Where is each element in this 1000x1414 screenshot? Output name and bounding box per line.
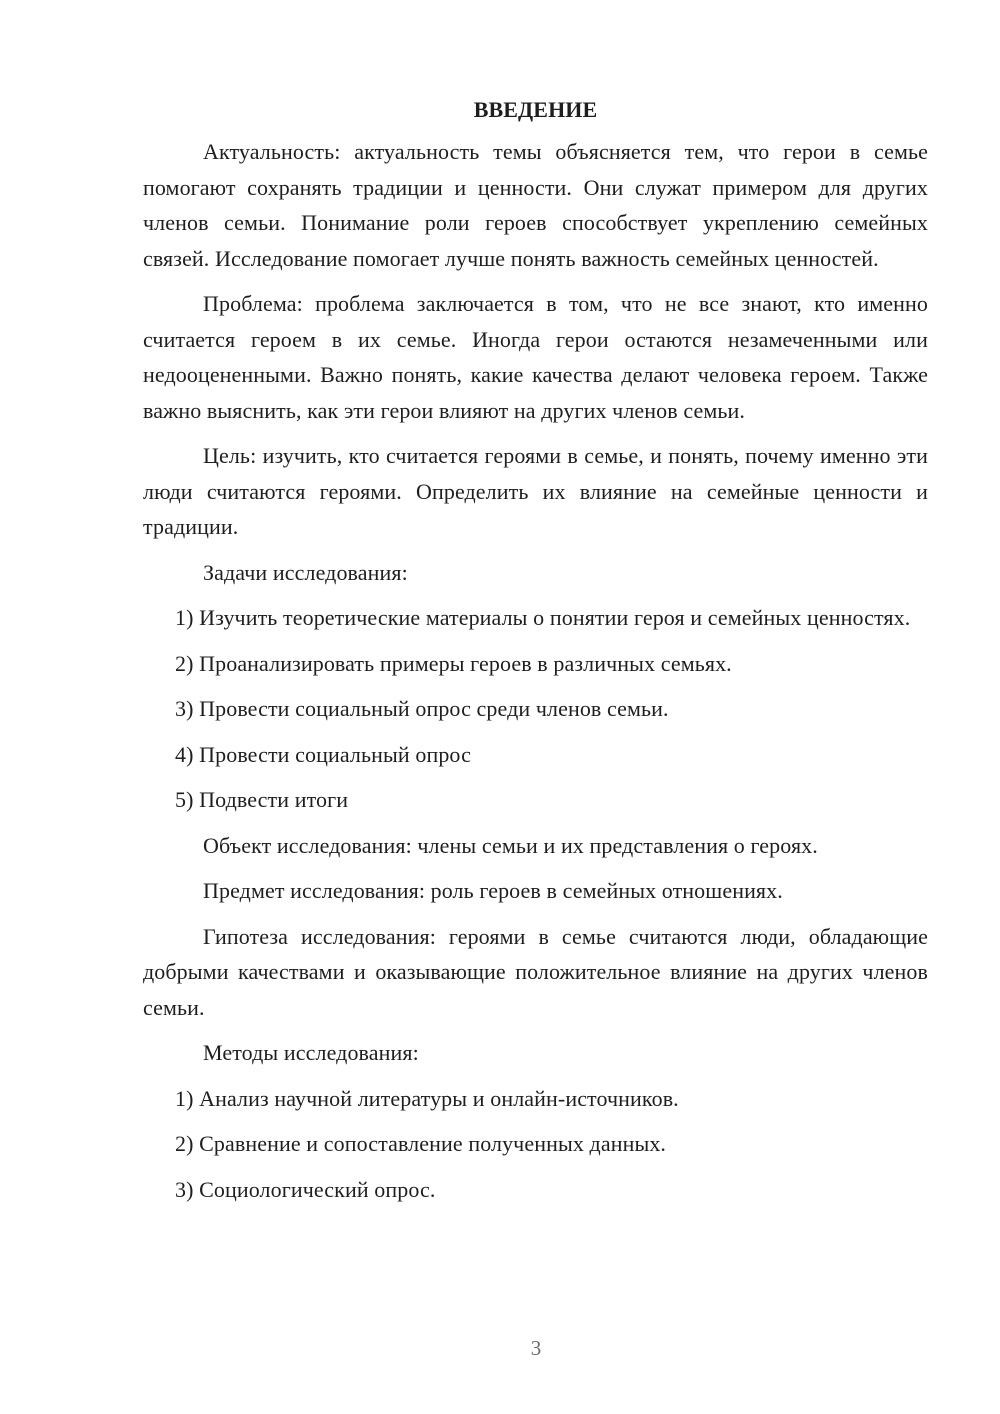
methods-heading: Методы исследования:	[203, 1040, 419, 1065]
research-object: Объект исследования: члены семьи и их представления о героях.	[203, 832, 818, 858]
goal-paragraph: Цель: изучить, кто считается героями в семье, и понять, почему именно эти люди считаются героями. Определить их влияние на семейные ценности и традиции.	[143, 443, 928, 539]
page-body	[143, 92, 928, 1217]
hypothesis-paragraph: Гипотеза исследования: героями в семье считаются люди, обладающие добрыми качествами и оказывающие положительное влияние на других членов семьи.	[143, 923, 928, 1020]
research-subject: Предмет исследования: роль героев в семейных отношениях.	[203, 878, 783, 903]
task-item-2: 2) Проанализировать примеры героев в различных семьях.	[175, 650, 732, 676]
tasks-heading: Задачи исследования:	[203, 559, 408, 585]
relevance-paragraph: Актуальность: актуальность темы объясняется тем, что герои в семье помогают сохранять традиции и ценности. Они служат примером для других членов семьи. Понимание роли героев способствует укреплению семейных связей. Исследование помогает лучше понять важность семейных ценностей.	[143, 139, 928, 271]
page-number: 3	[530, 1336, 542, 1360]
section-title: ВВЕДЕНИЕ	[473, 97, 598, 122]
task-item-3: 3) Провести социальный опрос среди членов семьи.	[175, 696, 669, 721]
problem-paragraph: Проблема: проблема заключается в том, что не все знают, кто именно считается героем в их семье. Иногда герои остаются незамеченными или недооцененными. Важно понять, какие качества делают человека героем. Также важно выяснить, как эти герои влияют на других членов семьи.	[143, 291, 928, 423]
task-item-4: 4) Провести социальный опрос	[175, 741, 471, 767]
task-item-1: 1) Изучить теоретические материалы о понятии героя и семейных ценностях.	[175, 605, 911, 630]
method-item-3: 3) Социологический опрос.	[175, 1176, 436, 1202]
task-item-5: 5) Подвести итоги	[175, 787, 349, 812]
method-item-1: 1) Анализ научной литературы и онлайн-источников.	[175, 1085, 679, 1111]
method-item-2: 2) Сравнение и сопоставление полученных данных.	[175, 1131, 667, 1156]
